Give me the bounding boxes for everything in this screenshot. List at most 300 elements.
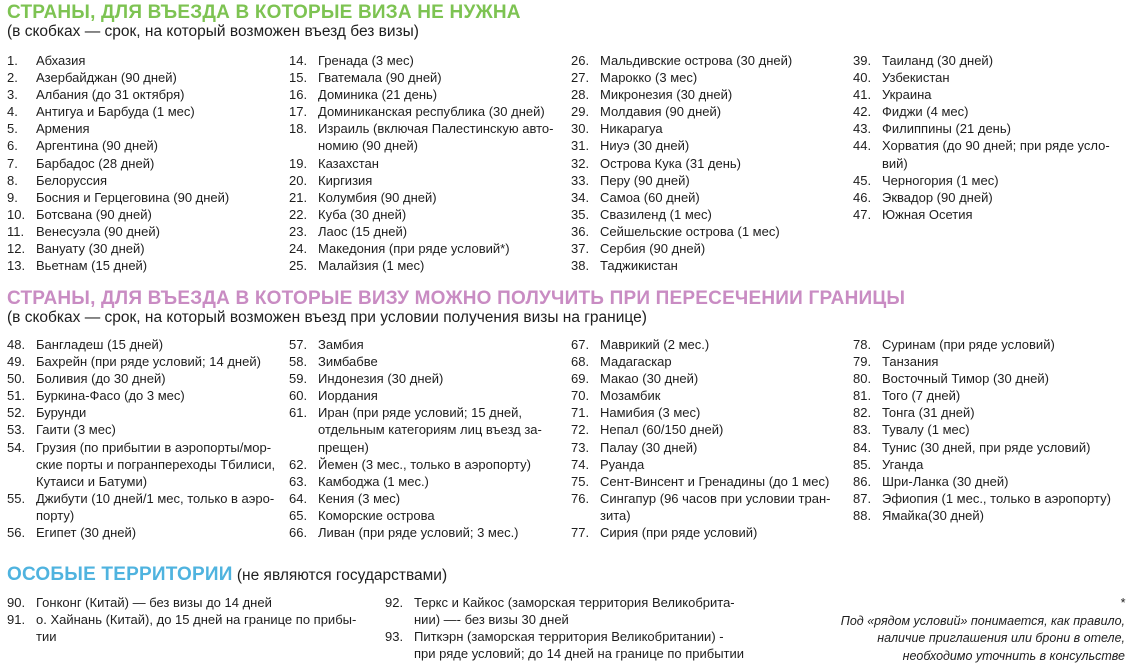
item-text: тии (36, 629, 57, 645)
item-number: 20. (289, 172, 308, 188)
item-text: Микронезия (30 дней) (600, 87, 733, 103)
item-text: Фиджи (4 мес) (882, 104, 969, 120)
list-item (289, 387, 564, 404)
item-text: Макао (30 дней) (600, 371, 699, 387)
list-item (7, 387, 282, 404)
list-item (7, 404, 282, 421)
item-text: Сент-Винсент и Гренадины (до 1 мес) (600, 473, 830, 489)
item-text: Абхазия (36, 53, 86, 68)
item-number: 78. (853, 337, 872, 352)
item-text: Ливан (при ряде условий; 3 мес.) (318, 525, 519, 541)
list-item (571, 404, 846, 421)
item-number: 3. (7, 87, 18, 103)
list-item (853, 353, 1128, 370)
item-text: Тунис (30 дней, при ряде условий) (882, 439, 1091, 455)
item-text: Сингапур (96 часов при условии тран- (600, 490, 831, 506)
item-number: 88. (853, 507, 872, 523)
list-item (7, 439, 282, 490)
list-item (571, 473, 846, 490)
item-number: 22. (289, 206, 308, 222)
item-text: Филиппины (21 день) (882, 121, 1011, 137)
item-text: Танзания (882, 354, 939, 370)
item-number: 44. (853, 138, 872, 154)
item-number: 53. (7, 422, 26, 438)
footnote-line: Под «рядом условий» понимается, как правило, (840, 613, 1125, 628)
section-2-subtitle: (в скобках — срок, на который возможен въезд при условии получения визы на границе) (7, 309, 647, 326)
list-item (853, 206, 1128, 223)
item-number: 45. (853, 172, 872, 188)
list-item (289, 404, 564, 455)
item-number: 27. (571, 70, 590, 86)
list-item (7, 52, 282, 69)
item-text: нии) —- без визы 30 дней (414, 612, 569, 628)
item-text: Замбия (318, 337, 364, 352)
list-item (571, 223, 846, 240)
section-1-column-3 (571, 52, 846, 274)
item-text: Колумбия (90 дней) (318, 189, 437, 205)
list-item (7, 353, 282, 370)
item-number: 69. (571, 371, 590, 387)
item-text: при ряде условий; до 14 дней на границе по прибытии (414, 646, 745, 662)
item-text: Малайзия (1 мес) (318, 258, 425, 274)
item-text: Тонга (31 дней) (882, 405, 975, 421)
item-number: 38. (571, 258, 590, 274)
item-number: 72. (571, 422, 590, 438)
item-number: 80. (853, 371, 872, 387)
item-text: Сербия (90 дней) (600, 241, 706, 257)
item-number: 14. (289, 53, 308, 68)
section-3-heading (7, 564, 447, 586)
item-number: 51. (7, 388, 26, 404)
section-3-column-1 (7, 594, 387, 645)
item-number: 90. (7, 595, 26, 610)
item-number: 39. (853, 53, 872, 68)
section-1-column-2 (289, 52, 564, 274)
item-number: 17. (289, 104, 308, 120)
section-2-column-4 (853, 336, 1128, 524)
item-number: 42. (853, 104, 872, 120)
item-text: Доминика (21 день) (318, 87, 438, 103)
list-item (571, 490, 846, 524)
item-text: Острова Кука (31 день) (600, 155, 742, 171)
item-number: 8. (7, 172, 18, 188)
item-text: Никарагуа (600, 121, 663, 137)
item-text: отдельным категориям лиц въезд за- (318, 422, 542, 438)
item-number: 1. (7, 53, 18, 68)
item-number: 91. (7, 612, 26, 628)
item-text: Бахрейн (при ряде условий; 14 дней) (36, 354, 261, 370)
list-item (853, 103, 1128, 120)
item-number: 32. (571, 155, 590, 171)
list-item (571, 52, 846, 69)
section-1-column-1 (7, 52, 282, 274)
item-text: Гренада (3 мес) (318, 53, 414, 68)
item-number: 24. (289, 241, 308, 257)
list-item (7, 155, 282, 172)
item-text: Белоруссия (36, 172, 108, 188)
section-1-column-4 (853, 52, 1128, 223)
item-number: 7. (7, 155, 18, 171)
list-item (571, 421, 846, 438)
item-number: 83. (853, 422, 872, 438)
item-text: Йемен (3 мес., только в аэропорту) (318, 456, 531, 472)
list-item (7, 189, 282, 206)
item-text: Черногория (1 мес) (882, 172, 999, 188)
item-text: Самоа (60 дней) (600, 189, 700, 205)
item-text: Гватемала (90 дней) (318, 70, 442, 86)
item-text: Суринам (при ряде условий) (882, 337, 1055, 352)
item-text: Вануату (30 дней) (36, 241, 145, 257)
item-number: 68. (571, 354, 590, 370)
list-item (853, 86, 1128, 103)
item-number: 19. (289, 155, 308, 171)
item-text: Шри-Ланка (30 дней) (882, 473, 1009, 489)
list-item (853, 439, 1128, 456)
item-number: 66. (289, 525, 308, 541)
list-item (7, 490, 282, 524)
list-item (7, 120, 282, 137)
item-number: 15. (289, 70, 308, 86)
item-text: Марокко (3 мес) (600, 70, 698, 86)
item-number: 34. (571, 189, 590, 205)
list-item (853, 120, 1128, 137)
item-number: 4. (7, 104, 18, 120)
list-item (853, 456, 1128, 473)
list-item (289, 223, 564, 240)
item-text: номию (90 дней) (318, 138, 418, 154)
item-text: о. Хайнань (Китай), до 15 дней на границе по прибы- (36, 612, 357, 628)
list-item (289, 240, 564, 257)
item-number: 35. (571, 206, 590, 222)
item-text: Молдавия (90 дней) (600, 104, 722, 120)
item-number: 70. (571, 388, 590, 404)
list-item (571, 189, 846, 206)
list-item (289, 189, 564, 206)
item-number: 31. (571, 138, 590, 154)
item-text: Венесуэла (90 дней) (36, 223, 160, 239)
item-text: Намибия (3 мес) (600, 405, 701, 421)
item-number: 40. (853, 70, 872, 86)
item-text: Сирия (при ряде условий) (600, 525, 758, 541)
list-item (289, 257, 564, 274)
item-text: Иран (при ряде условий; 15 дней, (318, 405, 523, 421)
item-text: Армения (36, 121, 90, 137)
list-item (7, 86, 282, 103)
item-text: Восточный Тимор (30 дней) (882, 371, 1049, 387)
item-text: Боливия (до 30 дней) (36, 371, 166, 387)
item-number: 76. (571, 490, 590, 506)
item-number: 41. (853, 87, 872, 103)
section-1-subtitle: (в скобках — срок, на который возможен въезд без визы) (7, 23, 419, 40)
item-text: Таиланд (30 дней) (882, 53, 994, 68)
list-item (571, 155, 846, 172)
item-number: 46. (853, 189, 872, 205)
item-number: 26. (571, 53, 590, 68)
item-text: Бурунди (36, 405, 87, 421)
item-text: Доминиканская республика (30 дней) (318, 104, 545, 120)
item-number: 12. (7, 241, 26, 257)
item-number: 55. (7, 490, 26, 506)
item-number: 84. (853, 439, 872, 455)
item-number: 2. (7, 70, 18, 86)
list-item (289, 490, 564, 507)
item-number: 57. (289, 337, 308, 352)
item-text: Теркс и Кайкос (заморская территория Великобрита- (414, 595, 735, 610)
item-text: Азербайджан (90 дней) (36, 70, 177, 86)
item-number: 67. (571, 337, 590, 352)
list-item (7, 524, 282, 541)
item-text: Питкэрн (заморская территория Великобритании) - (414, 629, 724, 645)
list-item (289, 206, 564, 223)
list-item (385, 628, 765, 662)
item-number: 64. (289, 490, 308, 506)
item-number: 60. (289, 388, 308, 404)
item-text: Ниуэ (30 дней) (600, 138, 690, 154)
item-text: Коморские острова (318, 507, 435, 523)
list-item (571, 387, 846, 404)
list-item (7, 336, 282, 353)
item-number: 58. (289, 354, 308, 370)
item-text: ские порты и погранпереходы Тбилиси, (36, 456, 276, 472)
item-number: 65. (289, 507, 308, 523)
item-text: Южная Осетия (882, 206, 973, 222)
section-2-title: СТРАНЫ, ДЛЯ ВЪЕЗДА В КОТОРЫЕ ВИЗУ МОЖНО ПОЛУЧИТЬ ПРИ ПЕРЕСЕЧЕНИИ ГРАНИЦЫ (7, 288, 906, 309)
item-number: 62. (289, 456, 308, 472)
item-number: 73. (571, 439, 590, 455)
item-number: 61. (289, 405, 308, 421)
list-item (385, 594, 765, 628)
list-item (289, 172, 564, 189)
item-text: Барбадос (28 дней) (36, 155, 155, 171)
item-text: Камбоджа (1 мес.) (318, 473, 429, 489)
list-item (571, 137, 846, 154)
list-item (289, 473, 564, 490)
list-item (571, 456, 846, 473)
list-item (7, 137, 282, 154)
list-item (571, 120, 846, 137)
item-text: Перу (90 дней) (600, 172, 690, 188)
item-number: 43. (853, 121, 872, 137)
item-text: Грузия (по прибытии в аэропорты/мор- (36, 439, 272, 455)
list-item (571, 206, 846, 223)
item-number: 79. (853, 354, 872, 370)
item-number: 93. (385, 629, 404, 645)
item-number: 56. (7, 525, 26, 541)
item-text: Гаити (3 мес) (36, 422, 116, 438)
item-text: порту) (36, 507, 75, 523)
item-number: 77. (571, 525, 590, 541)
list-item (289, 155, 564, 172)
item-text: Мозамбик (600, 388, 661, 404)
item-text: Непал (60/150 дней) (600, 422, 724, 438)
list-item (571, 336, 846, 353)
item-text: Гонконг (Китай) — без визы до 14 дней (36, 595, 272, 610)
item-text: Индонезия (30 дней) (318, 371, 444, 387)
item-text: Ботсвана (90 дней) (36, 206, 152, 222)
section-2-column-2 (289, 336, 564, 541)
item-text: Мальдивские острова (30 дней) (600, 53, 793, 68)
list-item (853, 507, 1128, 524)
item-number: 5. (7, 121, 18, 137)
item-number: 29. (571, 104, 590, 120)
list-item (853, 490, 1128, 507)
item-number: 18. (289, 121, 308, 137)
list-item (289, 336, 564, 353)
item-text: Уганда (882, 456, 924, 472)
item-number: 10. (7, 206, 26, 222)
list-item (853, 189, 1128, 206)
item-text: Босния и Герцеговина (90 дней) (36, 189, 230, 205)
item-text: Буркина-Фасо (до 3 мес) (36, 388, 185, 404)
list-item (571, 370, 846, 387)
item-text: вий) (882, 155, 908, 171)
list-item (7, 103, 282, 120)
item-number: 59. (289, 371, 308, 387)
item-number: 54. (7, 439, 26, 455)
item-number: 47. (853, 206, 872, 222)
list-item (571, 524, 846, 541)
list-item (289, 103, 564, 120)
list-item (289, 524, 564, 541)
item-number: 37. (571, 241, 590, 257)
item-text: Киргизия (318, 172, 373, 188)
item-text: Иордания (318, 388, 378, 404)
item-number: 92. (385, 595, 404, 610)
item-number: 48. (7, 337, 26, 352)
list-item (853, 387, 1128, 404)
item-number: 71. (571, 405, 590, 421)
list-item (289, 353, 564, 370)
list-item (571, 69, 846, 86)
list-item (853, 52, 1128, 69)
item-text: Куба (30 дней) (318, 206, 407, 222)
list-item (853, 370, 1128, 387)
item-number: 85. (853, 456, 872, 472)
item-text: Мадагаскар (600, 354, 672, 370)
item-text: Палау (30 дней) (600, 439, 698, 455)
list-item (289, 456, 564, 473)
item-text: Аргентина (90 дней) (36, 138, 158, 154)
section-2-column-3 (571, 336, 846, 541)
item-text: Таджикистан (600, 258, 678, 274)
item-text: Ямайка(30 дней) (882, 507, 985, 523)
item-number: 81. (853, 388, 872, 404)
footnote-line: наличие приглашения или брони в отеле, (877, 631, 1125, 645)
item-number: 49. (7, 354, 26, 370)
list-item (7, 370, 282, 387)
list-item (7, 594, 387, 611)
list-item (853, 404, 1128, 421)
list-item (571, 257, 846, 274)
item-text: Казахстан (318, 155, 379, 171)
list-item (571, 172, 846, 189)
item-text: прещен) (318, 439, 369, 455)
list-item (289, 86, 564, 103)
item-text: Тувалу (1 мес) (882, 422, 970, 438)
list-item (289, 69, 564, 86)
footnote-line: необходимо уточнить в консульстве (902, 648, 1125, 663)
section-2-column-1 (7, 336, 282, 541)
item-number: 11. (7, 223, 25, 239)
section-3-subtitle: (не являются государствами) (232, 567, 448, 584)
item-number: 23. (289, 223, 308, 239)
item-text: Израиль (включая Палестинскую авто- (318, 121, 554, 137)
item-text: Сейшельские острова (1 мес) (600, 223, 780, 239)
item-text: Македония (при ряде условий*) (318, 241, 510, 257)
item-text: Эфиопия (1 мес., только в аэропорту) (882, 490, 1111, 506)
list-item (289, 370, 564, 387)
list-item (853, 172, 1128, 189)
item-text: Кутаиси и Батуми) (36, 473, 148, 489)
item-text: Свазиленд (1 мес) (600, 206, 712, 222)
item-text: Албания (до 31 октября) (36, 87, 185, 103)
list-item (7, 206, 282, 223)
item-number: 33. (571, 172, 590, 188)
item-text: Египет (30 дней) (36, 525, 137, 541)
list-item (289, 52, 564, 69)
list-item (7, 172, 282, 189)
item-number: 74. (571, 456, 590, 472)
item-text: Кения (3 мес) (318, 490, 401, 506)
item-number: 50. (7, 371, 26, 387)
section-1-title: СТРАНЫ, ДЛЯ ВЪЕЗДА В КОТОРЫЕ ВИЗА НЕ НУЖНА (7, 2, 521, 23)
item-number: 28. (571, 87, 590, 103)
list-item (289, 507, 564, 524)
list-item (571, 86, 846, 103)
item-number: 21. (289, 189, 308, 205)
section-3-column-2 (385, 594, 765, 662)
list-item (7, 611, 387, 645)
item-text: Украина (882, 87, 932, 103)
item-text: Вьетнам (15 дней) (36, 258, 148, 274)
list-item (289, 120, 564, 154)
list-item (571, 240, 846, 257)
item-text: Джибути (10 дней/1 мес, только в аэро- (36, 490, 275, 506)
list-item (7, 69, 282, 86)
list-item (7, 223, 282, 240)
item-text: Руанда (600, 456, 645, 472)
item-number: 75. (571, 473, 590, 489)
footnote (825, 595, 1125, 665)
item-text: Узбекистан (882, 70, 950, 86)
item-text: Лаос (15 дней) (318, 223, 408, 239)
item-text: Зимбабве (318, 354, 378, 370)
item-number: 52. (7, 405, 26, 421)
item-number: 87. (853, 490, 872, 506)
item-number: 63. (289, 473, 308, 489)
item-number: 36. (571, 223, 590, 239)
list-item (853, 473, 1128, 490)
item-text: Того (7 дней) (882, 388, 961, 404)
item-number: 9. (7, 189, 18, 205)
item-number: 16. (289, 87, 308, 103)
list-item (571, 353, 846, 370)
list-item (7, 257, 282, 274)
item-number: 6. (7, 138, 18, 154)
item-number: 13. (7, 258, 26, 274)
list-item (853, 336, 1128, 353)
list-item (571, 439, 846, 456)
list-item (7, 421, 282, 438)
item-number: 82. (853, 405, 872, 421)
item-number: 30. (571, 121, 590, 137)
item-text: Антигуа и Барбуда (1 мес) (36, 104, 195, 120)
item-text: Маврикий (2 мес.) (600, 337, 710, 352)
item-text: Хорватия (до 90 дней; при ряде усло- (882, 138, 1110, 154)
item-text: зита) (600, 507, 631, 523)
list-item (7, 240, 282, 257)
footnote-star: * (1120, 596, 1125, 610)
